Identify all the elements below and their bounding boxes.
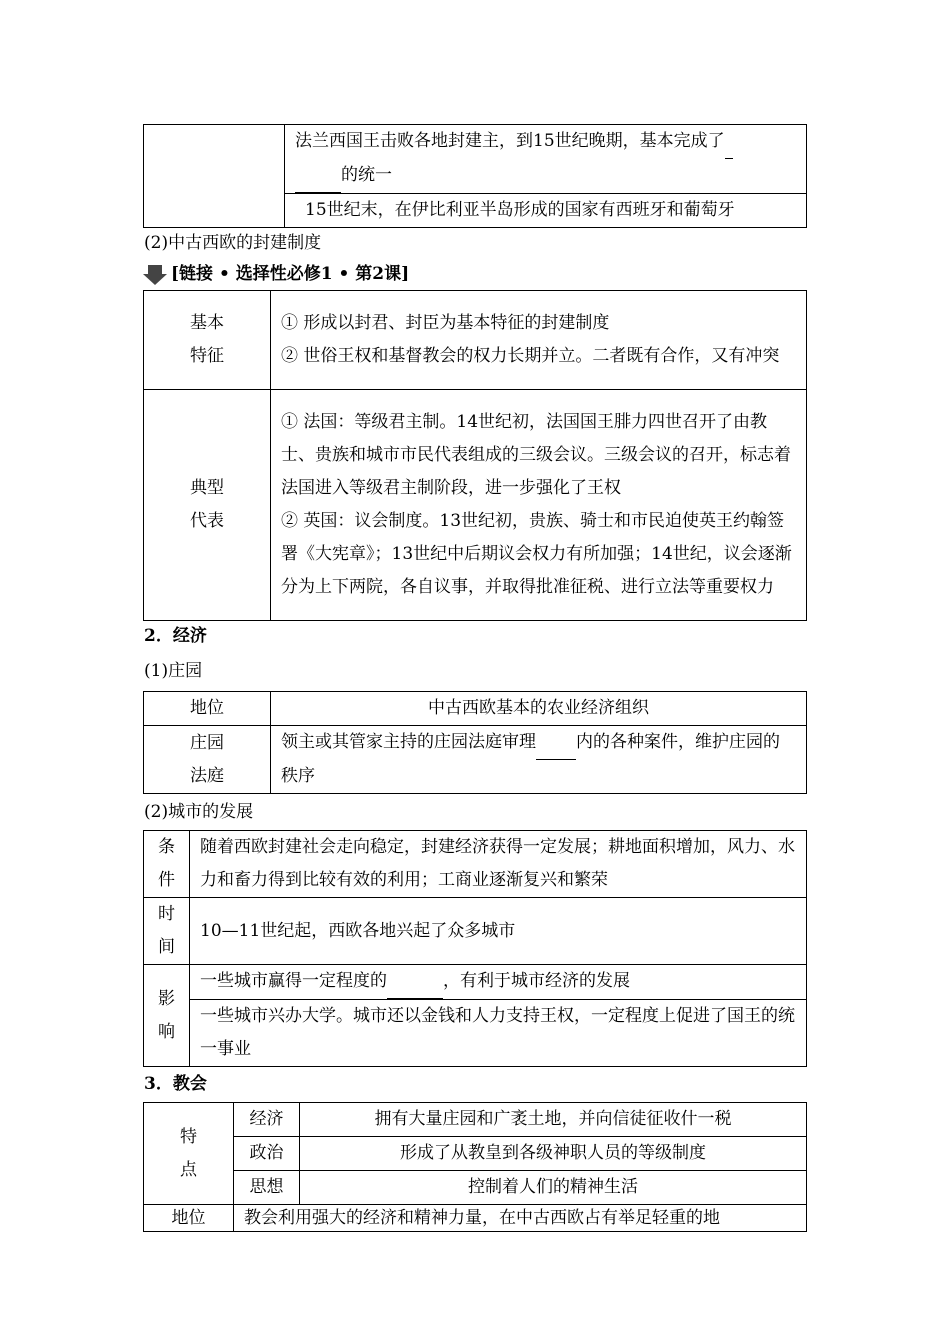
- link-label[interactable]: [链接 • 选择性必修1 • 第2课]: [171, 264, 410, 284]
- manor-table: [143, 691, 807, 794]
- manor-court-text-end: 内的各种案件，维护庄园的秩序: [281, 732, 780, 786]
- church-politics-label: 政治: [234, 1137, 300, 1171]
- church-heading: 3．教会: [144, 1074, 207, 1094]
- iberia-unification-cell: 15世纪末，在伊比利亚半岛形成的国家有西班牙和葡萄牙: [285, 194, 807, 228]
- typical-label: [144, 390, 271, 621]
- label-line: 影: [158, 988, 175, 1009]
- unification-table: [143, 124, 807, 228]
- label-line: 间: [158, 937, 175, 957]
- label-line: 特征: [190, 346, 224, 366]
- impact-1-text-end: ，有利于城市经济的发展: [443, 971, 630, 991]
- typical-france: ① 法国：等级君主制。14世纪初，法国国王腓力四世召开了由教士、贵族和城市市民代表组成的三级会议。三级会议的召开，标志着法国进入等级君主制阶段，进一步强化了王权: [281, 412, 791, 498]
- label-line: 时: [158, 904, 175, 924]
- time-label: [144, 898, 190, 965]
- church-econ-label: 经济: [234, 1103, 300, 1137]
- answer-blank[interactable]: [387, 965, 443, 999]
- time-text: 10—11世纪起，西欧各地兴起了众多城市: [190, 898, 807, 965]
- manor-court-cell: [271, 726, 807, 794]
- church-status-label: 地位: [144, 1205, 234, 1232]
- label-line: 庄园: [190, 732, 224, 753]
- france-unification-cell: [285, 125, 807, 194]
- manor-status-label: 地位: [144, 692, 271, 726]
- arrow-down-icon: [143, 265, 167, 285]
- label-line: 典型: [190, 478, 224, 498]
- label-line: 法庭: [190, 765, 224, 786]
- city-table: [143, 830, 807, 1067]
- basic-features-cell: [271, 291, 807, 390]
- typical-england: ② 英国：议会制度。13世纪初，贵族、骑士和市民迫使英王约翰签署《大宪章》；13世纪中后期议会权力有所加强；14世纪，议会逐渐分为上下两院，各自议事，并取得批准征税、进行立法等重要权力: [281, 511, 792, 597]
- feudal-heading: (2)中古西欧的封建制度: [144, 233, 322, 253]
- label-line: 代表: [190, 511, 224, 531]
- typical-cell: [271, 390, 807, 621]
- impact-label: [144, 965, 190, 1067]
- impact-1-text: 一些城市赢得一定程度的: [200, 971, 387, 991]
- manor-status-text: 中古西欧基本的农业经济组织: [271, 692, 807, 726]
- answer-blank[interactable]: [725, 125, 733, 159]
- basic-features-label: [144, 291, 271, 390]
- answer-blank[interactable]: [536, 726, 576, 760]
- france-unification-text: 法兰西国王击败各地封建主，到15世纪晚期，基本完成了: [295, 131, 725, 151]
- economy-heading: 2．经济: [144, 626, 207, 646]
- label-line: 特: [180, 1126, 197, 1147]
- church-thought-label: 思想: [234, 1171, 300, 1205]
- basic-feature-2: ② 世俗王权和基督教会的权力长期并立。二者既有合作，又有冲突: [281, 346, 780, 366]
- condition-text: 随着西欧封建社会走向稳定，封建经济获得一定发展；耕地面积增加，风力、水力和畜力得到比较有效的利用；工商业逐渐复兴和繁荣: [190, 831, 807, 898]
- label-line: 件: [158, 870, 175, 890]
- manor-court-label: [144, 726, 271, 794]
- label-line: 基本: [190, 313, 224, 333]
- link-line: [143, 259, 807, 290]
- label-line: 条: [158, 837, 175, 857]
- manor-heading: (1)庄园: [144, 661, 203, 681]
- label-line: 点: [180, 1159, 197, 1180]
- manor-court-text: 领主或其管家主持的庄园法庭审理: [281, 732, 536, 752]
- condition-label: [144, 831, 190, 898]
- document-page: [143, 124, 807, 1232]
- france-unification-text-end: 的统一: [341, 165, 392, 185]
- church-table: [143, 1102, 807, 1232]
- church-econ-text: 拥有大量庄园和广袤土地，并向信徒征收什一税: [300, 1103, 807, 1137]
- city-heading: (2)城市的发展: [144, 802, 254, 822]
- label-line: 响: [158, 1021, 175, 1042]
- empty-label-cell: [144, 125, 285, 228]
- church-thought-text: 控制着人们的精神生活: [300, 1171, 807, 1205]
- answer-blank[interactable]: [295, 159, 341, 193]
- church-feature-label: [144, 1103, 234, 1205]
- church-status-text: 教会利用强大的经济和精神力量，在中古西欧占有举足轻重的地: [234, 1205, 807, 1232]
- basic-feature-1: ① 形成以封君、封臣为基本特征的封建制度: [281, 313, 610, 333]
- impact-2-text: 一些城市兴办大学。城市还以金钱和人力支持王权，一定程度上促进了国王的统一事业: [190, 1000, 807, 1067]
- church-politics-text: 形成了从教皇到各级神职人员的等级制度: [300, 1137, 807, 1171]
- feudal-table: [143, 290, 807, 621]
- impact-1-cell: [190, 965, 807, 1000]
